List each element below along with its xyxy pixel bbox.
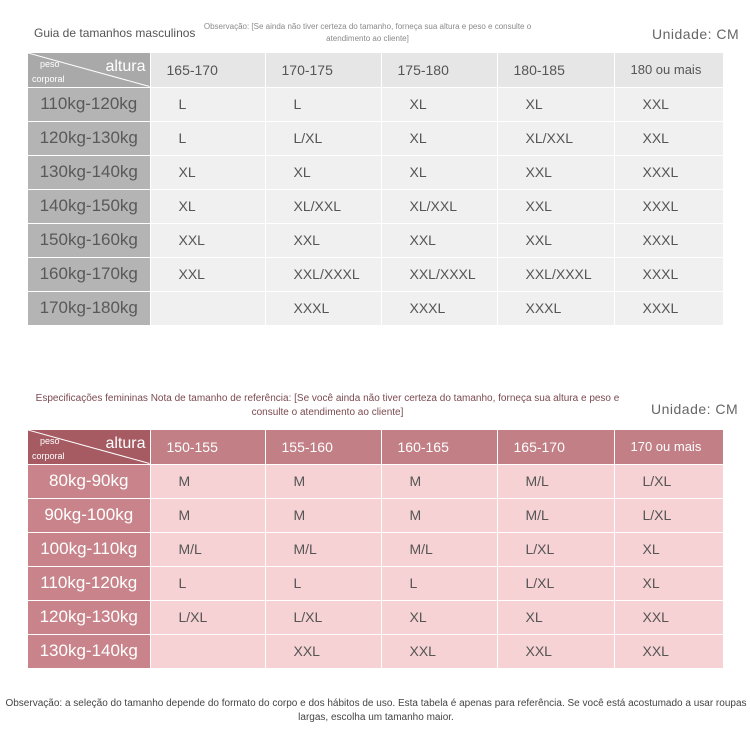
- men-row-weight-label: 150kg-160kg: [28, 223, 150, 257]
- size-cell: XL: [381, 600, 497, 634]
- size-cell: XXXL: [614, 223, 723, 257]
- size-cell: XL/XXL: [381, 189, 497, 223]
- size-cell: [150, 291, 265, 325]
- corner-weight-label-2: corporal: [32, 74, 65, 84]
- men-col-header: 175-180: [381, 53, 497, 87]
- size-cell: XXL: [381, 634, 497, 668]
- size-cell: XXL: [497, 155, 614, 189]
- size-cell: L/XL: [265, 600, 381, 634]
- men-col-header: 165-170: [150, 53, 265, 87]
- women-size-table: [28, 430, 724, 669]
- size-cell: XXXL: [614, 291, 723, 325]
- table-row: [28, 566, 723, 600]
- size-cell: XXL: [150, 257, 265, 291]
- women-col-header: 160-165: [381, 430, 497, 464]
- table-row: [28, 87, 723, 121]
- size-cell: M: [381, 498, 497, 532]
- size-cell: L/XL: [614, 498, 723, 532]
- women-col-header: 165-170: [497, 430, 614, 464]
- men-col-header: 180 ou mais: [614, 53, 723, 87]
- size-cell: M: [265, 498, 381, 532]
- table-row: [28, 464, 723, 498]
- size-cell: XL: [381, 121, 497, 155]
- table-row: [28, 121, 723, 155]
- footer-note: Observação: a seleção do tamanho depende do formato do corpo e dos hábitos de uso. Esta tabela é apenas para referência. Se você está acostumado a usar roupas largas, escolha um tamanho maior.: [5, 698, 747, 723]
- size-cell: XXXL: [614, 189, 723, 223]
- size-cell: XL/XXL: [265, 189, 381, 223]
- men-header-row: [28, 53, 723, 87]
- men-row-weight-label: 110kg-120kg: [28, 87, 150, 121]
- women-row-weight-label: 130kg-140kg: [28, 634, 150, 668]
- size-cell: XXL/XXXL: [497, 257, 614, 291]
- corner-weight-label: peso: [40, 436, 60, 446]
- table-row: [28, 600, 723, 634]
- size-cell: L/XL: [497, 532, 614, 566]
- size-cell: XXL: [614, 121, 723, 155]
- women-col-header: 170 ou mais: [614, 430, 723, 464]
- men-section-title: Guia de tamanhos masculinos: [34, 26, 196, 40]
- table-row: [28, 634, 723, 668]
- size-cell: L: [150, 121, 265, 155]
- size-cell: L/XL: [497, 566, 614, 600]
- size-cell: L/XL: [614, 464, 723, 498]
- size-cell: XXL/XXXL: [265, 257, 381, 291]
- corner-height-label: altura: [105, 58, 146, 75]
- women-row-weight-label: 90kg-100kg: [28, 498, 150, 532]
- women-row-weight-label: 80kg-90kg: [28, 464, 150, 498]
- men-section-note: Observação: [Se ainda não tiver certeza do tamanho, forneça sua altura e peso e consulte o atendimento ao cliente]: [203, 22, 532, 43]
- size-cell: L: [381, 566, 497, 600]
- men-row-weight-label: 130kg-140kg: [28, 155, 150, 189]
- size-cell: XXL: [614, 634, 723, 668]
- size-cell: XXXL: [265, 291, 381, 325]
- women-header-row: [28, 430, 723, 464]
- size-cell: XL: [614, 532, 723, 566]
- size-cell: XXXL: [497, 291, 614, 325]
- table-row: [28, 257, 723, 291]
- size-cell: XXL: [614, 87, 723, 121]
- size-cell: M: [150, 464, 265, 498]
- table-row: [28, 532, 723, 566]
- corner-height-label: altura: [105, 435, 146, 452]
- size-cell: XXL: [497, 189, 614, 223]
- women-unit-label: Unidade: CM: [651, 401, 739, 417]
- women-col-header: 150-155: [150, 430, 265, 464]
- size-cell: M/L: [381, 532, 497, 566]
- size-cell: M: [265, 464, 381, 498]
- men-col-header: 170-175: [265, 53, 381, 87]
- table-row: [28, 223, 723, 257]
- women-row-weight-label: 100kg-110kg: [28, 532, 150, 566]
- size-cell: [150, 634, 265, 668]
- size-cell: XXL: [150, 223, 265, 257]
- corner-weight-label: peso: [40, 59, 60, 69]
- corner-weight-label-2: corporal: [32, 451, 65, 461]
- size-cell: M: [381, 464, 497, 498]
- size-cell: M/L: [497, 464, 614, 498]
- size-cell: XL: [497, 600, 614, 634]
- table-row: [28, 189, 723, 223]
- size-cell: XXL: [497, 634, 614, 668]
- men-unit-label: Unidade: CM: [652, 26, 740, 42]
- size-cell: XL: [150, 155, 265, 189]
- size-cell: XXL: [265, 223, 381, 257]
- women-row-weight-label: 120kg-130kg: [28, 600, 150, 634]
- size-cell: XL: [150, 189, 265, 223]
- women-section-title: Especificações femininas Nota de tamanho de referência: [Se você ainda não tiver certeza do tamanho, forneça sua altura e peso e consulte o atendimento ao cliente]: [35, 393, 620, 418]
- table-row: [28, 498, 723, 532]
- size-cell: L: [150, 566, 265, 600]
- size-cell: XL: [497, 87, 614, 121]
- size-cell: M/L: [265, 532, 381, 566]
- size-cell: XXL: [381, 223, 497, 257]
- men-row-weight-label: 140kg-150kg: [28, 189, 150, 223]
- size-cell: XXXL: [381, 291, 497, 325]
- size-cell: XL: [381, 155, 497, 189]
- size-cell: XXL: [265, 634, 381, 668]
- size-cell: M: [150, 498, 265, 532]
- size-cell: XXL/XXXL: [381, 257, 497, 291]
- size-cell: XXL: [614, 600, 723, 634]
- size-cell: M/L: [150, 532, 265, 566]
- size-cell: XXXL: [614, 155, 723, 189]
- men-size-table: [28, 53, 724, 326]
- size-cell: XL: [265, 155, 381, 189]
- men-row-weight-label: 120kg-130kg: [28, 121, 150, 155]
- size-cell: L: [265, 87, 381, 121]
- size-cell: M/L: [497, 498, 614, 532]
- men-row-weight-label: 160kg-170kg: [28, 257, 150, 291]
- women-row-weight-label: 110kg-120kg: [28, 566, 150, 600]
- table-row: [28, 155, 723, 189]
- men-corner-cell: [28, 53, 150, 87]
- women-col-header: 155-160: [265, 430, 381, 464]
- men-col-header: 180-185: [497, 53, 614, 87]
- size-cell: XXL: [497, 223, 614, 257]
- men-row-weight-label: 170kg-180kg: [28, 291, 150, 325]
- women-corner-cell: [28, 430, 150, 464]
- table-row: [28, 291, 723, 325]
- size-cell: L: [265, 566, 381, 600]
- size-cell: L: [150, 87, 265, 121]
- size-cell: XL/XXL: [497, 121, 614, 155]
- size-cell: L/XL: [265, 121, 381, 155]
- size-cell: XL: [614, 566, 723, 600]
- size-cell: XL: [381, 87, 497, 121]
- size-cell: XXXL: [614, 257, 723, 291]
- size-cell: L/XL: [150, 600, 265, 634]
